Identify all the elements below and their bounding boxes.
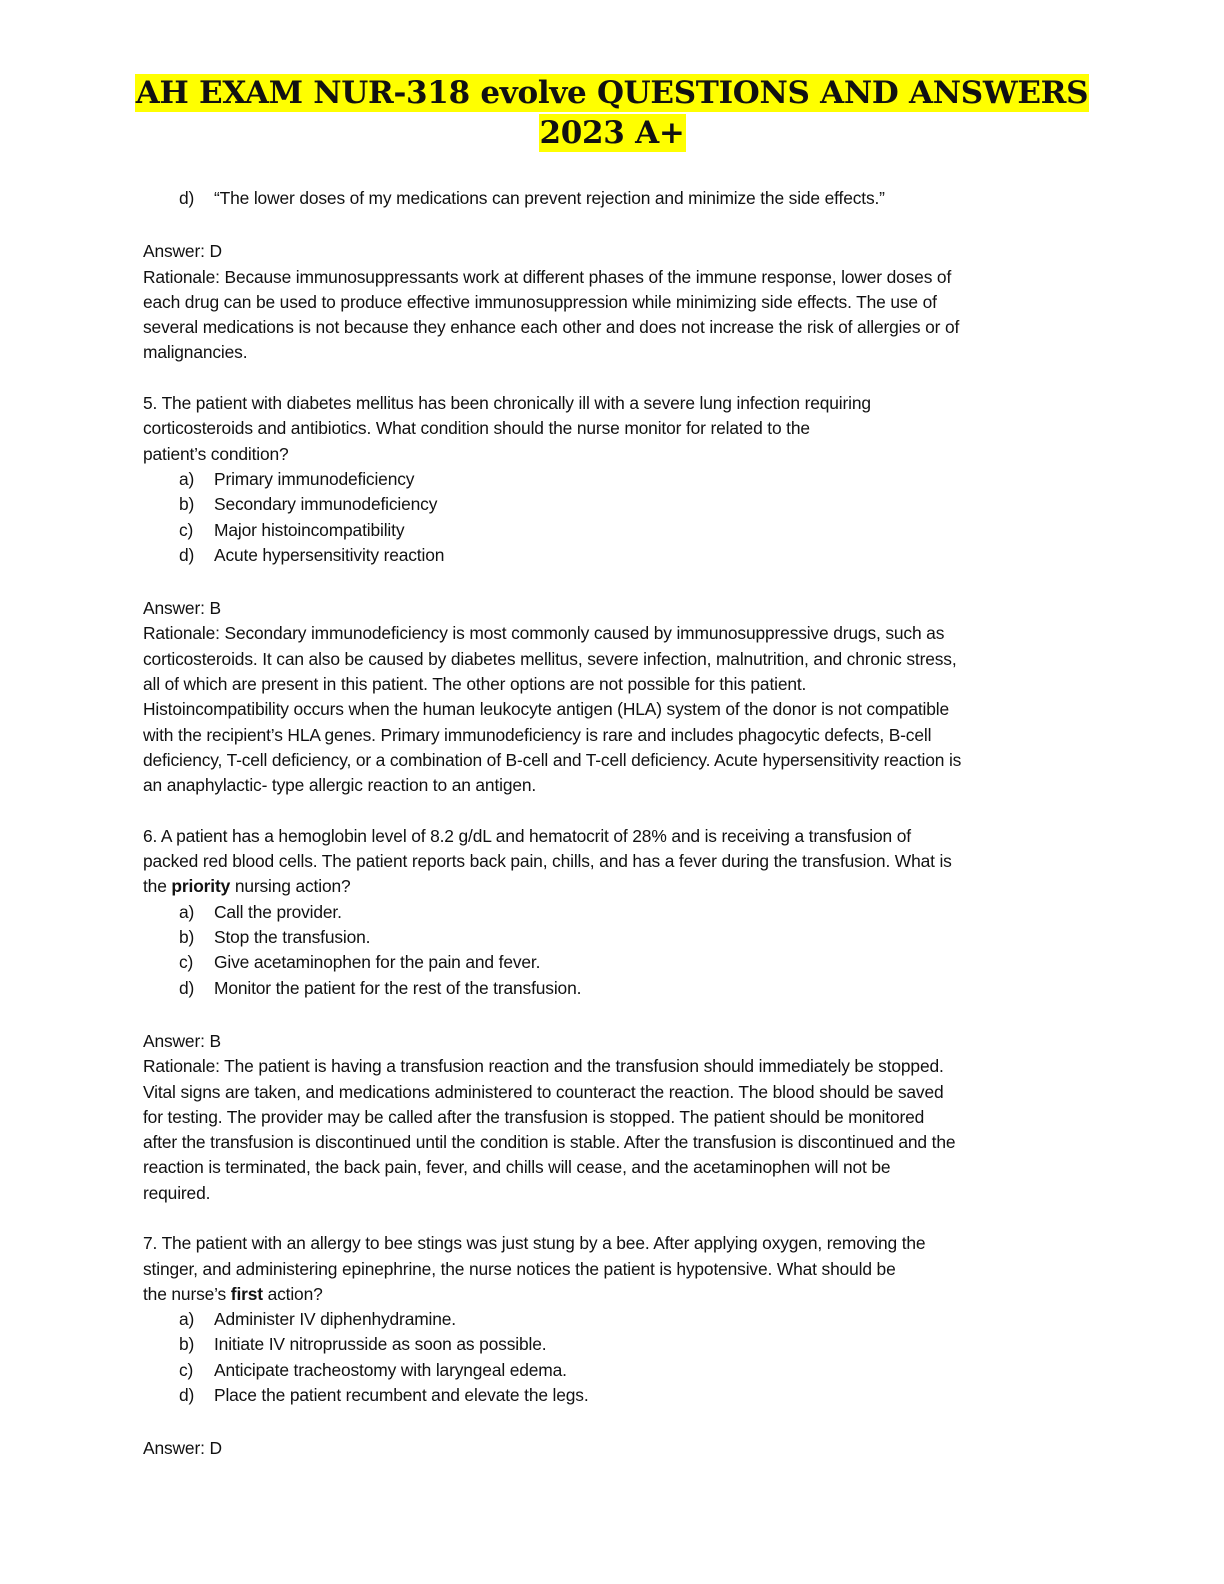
- option-text: Acute hypersensitivity reaction: [214, 544, 445, 565]
- option-item: [143, 467, 1083, 492]
- option-item: [143, 1383, 1083, 1408]
- rationale-paragraph: [143, 1054, 1083, 1206]
- option-text: Administer IV diphenhydramine.: [214, 1309, 456, 1330]
- rationale-line: with the recipient’s HLA genes. Primary immunodeficiency is rare and includes phagocytic defects, B-cell: [143, 724, 932, 745]
- emphasis-word: priority: [171, 876, 231, 897]
- question-stem-line: 6. A patient has a hemoglobin level of 8.2 g/dL and hematocrit of 28% and is receiving a transfusion of: [143, 825, 911, 846]
- option-text: Place the patient recumbent and elevate the legs.: [214, 1385, 589, 1406]
- document-body: [143, 186, 1083, 1462]
- rationale-line: required.: [143, 1182, 211, 1203]
- question-stem-line: packed red blood cells. The patient reports back pain, chills, and has a fever during the transfusion. What is: [143, 851, 952, 872]
- rationale-line: for testing. The provider may be called after the transfusion is stopped. The patient should be monitored: [143, 1106, 925, 1127]
- title-line-1: AH EXAM NUR-318 evolve QUESTIONS AND ANSWERS: [135, 75, 1089, 111]
- rationale-line: reaction is terminated, the back pain, fever, and chills will cease, and the acetaminophen will not be: [143, 1157, 891, 1178]
- question-5: [143, 391, 1083, 568]
- option-letter: b): [179, 927, 195, 948]
- question-stem-line: corticosteroids and antibiotics. What condition should the nurse monitor for related to the: [143, 418, 810, 439]
- rationale-line: after the transfusion is discontinued until the condition is stable. After the transfusion is discontinued and the: [143, 1132, 956, 1153]
- option-text: Anticipate tracheostomy with laryngeal edema.: [214, 1359, 567, 1380]
- option-letter: b): [179, 494, 195, 515]
- option-letter: d): [179, 1385, 195, 1406]
- option-letter: a): [179, 1309, 195, 1330]
- option-item: [143, 543, 1083, 568]
- option-text: Monitor the patient for the rest of the transfusion.: [214, 977, 582, 998]
- rationale-line: malignancies.: [143, 342, 248, 363]
- option-text: Call the provider.: [214, 901, 342, 922]
- stem-text: the: [143, 876, 172, 897]
- option-text: “The lower doses of my medications can prevent rejection and minimize the side effects.”: [214, 188, 885, 208]
- option-letter: c): [179, 1359, 194, 1380]
- rationale-line: Rationale: Because immunosuppressants work at different phases of the immune response, lower doses of: [143, 266, 952, 287]
- option-text: Major histoincompatibility: [214, 519, 405, 540]
- option-item: [143, 1332, 1083, 1357]
- question-stem-line: 7. The patient with an allergy to bee stings was just stung by a bee. After applying oxygen, removing the: [143, 1233, 926, 1254]
- rationale-line: Vital signs are taken, and medications administered to counteract the reaction. The blood should be saved: [143, 1081, 944, 1102]
- answer-line: Answer: D: [143, 1438, 222, 1459]
- option-item: [143, 900, 1083, 925]
- option-item: [143, 186, 1083, 211]
- option-text: Primary immunodeficiency: [214, 468, 415, 489]
- option-letter: c): [179, 519, 194, 540]
- stem-text: the nurse’s: [143, 1283, 231, 1304]
- option-item: [143, 925, 1083, 950]
- rationale-line: all of which are present in this patient. The other options are not possible for this patient.: [143, 674, 807, 695]
- rationale-line: each drug can be used to produce effective immunosuppression while minimizing side effects. The use of: [143, 291, 937, 312]
- stem-text: nursing action?: [230, 876, 351, 897]
- title-line-2: 2023 A+: [539, 115, 685, 151]
- option-item: [143, 950, 1083, 975]
- stem-text: action?: [262, 1283, 323, 1304]
- option-item: [143, 518, 1083, 543]
- question-stem-line: 5. The patient with diabetes mellitus has been chronically ill with a severe lung infection requiring: [143, 393, 871, 414]
- answer-line: Answer: B: [143, 598, 221, 619]
- document-title: [0, 74, 1224, 154]
- answer-line: Answer: D: [143, 241, 222, 262]
- option-item: [143, 976, 1083, 1001]
- option-letter: d): [179, 544, 195, 565]
- option-text: Initiate IV nitroprusside as soon as possible.: [214, 1334, 547, 1355]
- option-item: [143, 1358, 1083, 1383]
- rationale-line: an anaphylactic- type allergic reaction to an antigen.: [143, 775, 537, 796]
- rationale-line: several medications is not because they enhance each other and does not increase the risk of allergies or of: [143, 317, 960, 338]
- rationale-line: Histoincompatibility occurs when the human leukocyte antigen (HLA) system of the donor is not compatible: [143, 699, 950, 720]
- rationale-line: Rationale: Secondary immunodeficiency is most commonly caused by immunosuppressive drugs, such as: [143, 623, 945, 644]
- option-text: Stop the transfusion.: [214, 927, 371, 948]
- answer-line: Answer: B: [143, 1030, 221, 1051]
- question-6: [143, 824, 1083, 1001]
- option-letter: d): [179, 188, 195, 208]
- option-letter: c): [179, 952, 194, 973]
- rationale-line: deficiency, T-cell deficiency, or a combination of B-cell and T-cell deficiency. Acute hypersensitivity reaction is: [143, 749, 962, 770]
- question-7: [143, 1231, 1083, 1408]
- option-letter: a): [179, 901, 195, 922]
- option-letter: d): [179, 977, 195, 998]
- question-stem-line: [143, 1282, 1083, 1307]
- option-text: Give acetaminophen for the pain and fever.: [214, 952, 541, 973]
- rationale-paragraph: [143, 621, 1083, 798]
- question-stem-line: [143, 874, 1083, 899]
- emphasis-word: first: [230, 1283, 263, 1304]
- option-item: [143, 492, 1083, 517]
- option-letter: a): [179, 468, 195, 489]
- option-letter: b): [179, 1334, 195, 1355]
- rationale-paragraph: [143, 265, 1083, 366]
- question-stem-line: stinger, and administering epinephrine, the nurse notices the patient is hypotensive. What should be: [143, 1258, 896, 1279]
- rationale-line: Rationale: The patient is having a transfusion reaction and the transfusion should immediately be stopped.: [143, 1056, 944, 1077]
- option-text: Secondary immunodeficiency: [214, 494, 438, 515]
- question-stem-line: patient’s condition?: [143, 443, 289, 464]
- option-item: [143, 1307, 1083, 1332]
- rationale-line: corticosteroids. It can also be caused by diabetes mellitus, severe infection, malnutrition, and chronic stress,: [143, 648, 957, 669]
